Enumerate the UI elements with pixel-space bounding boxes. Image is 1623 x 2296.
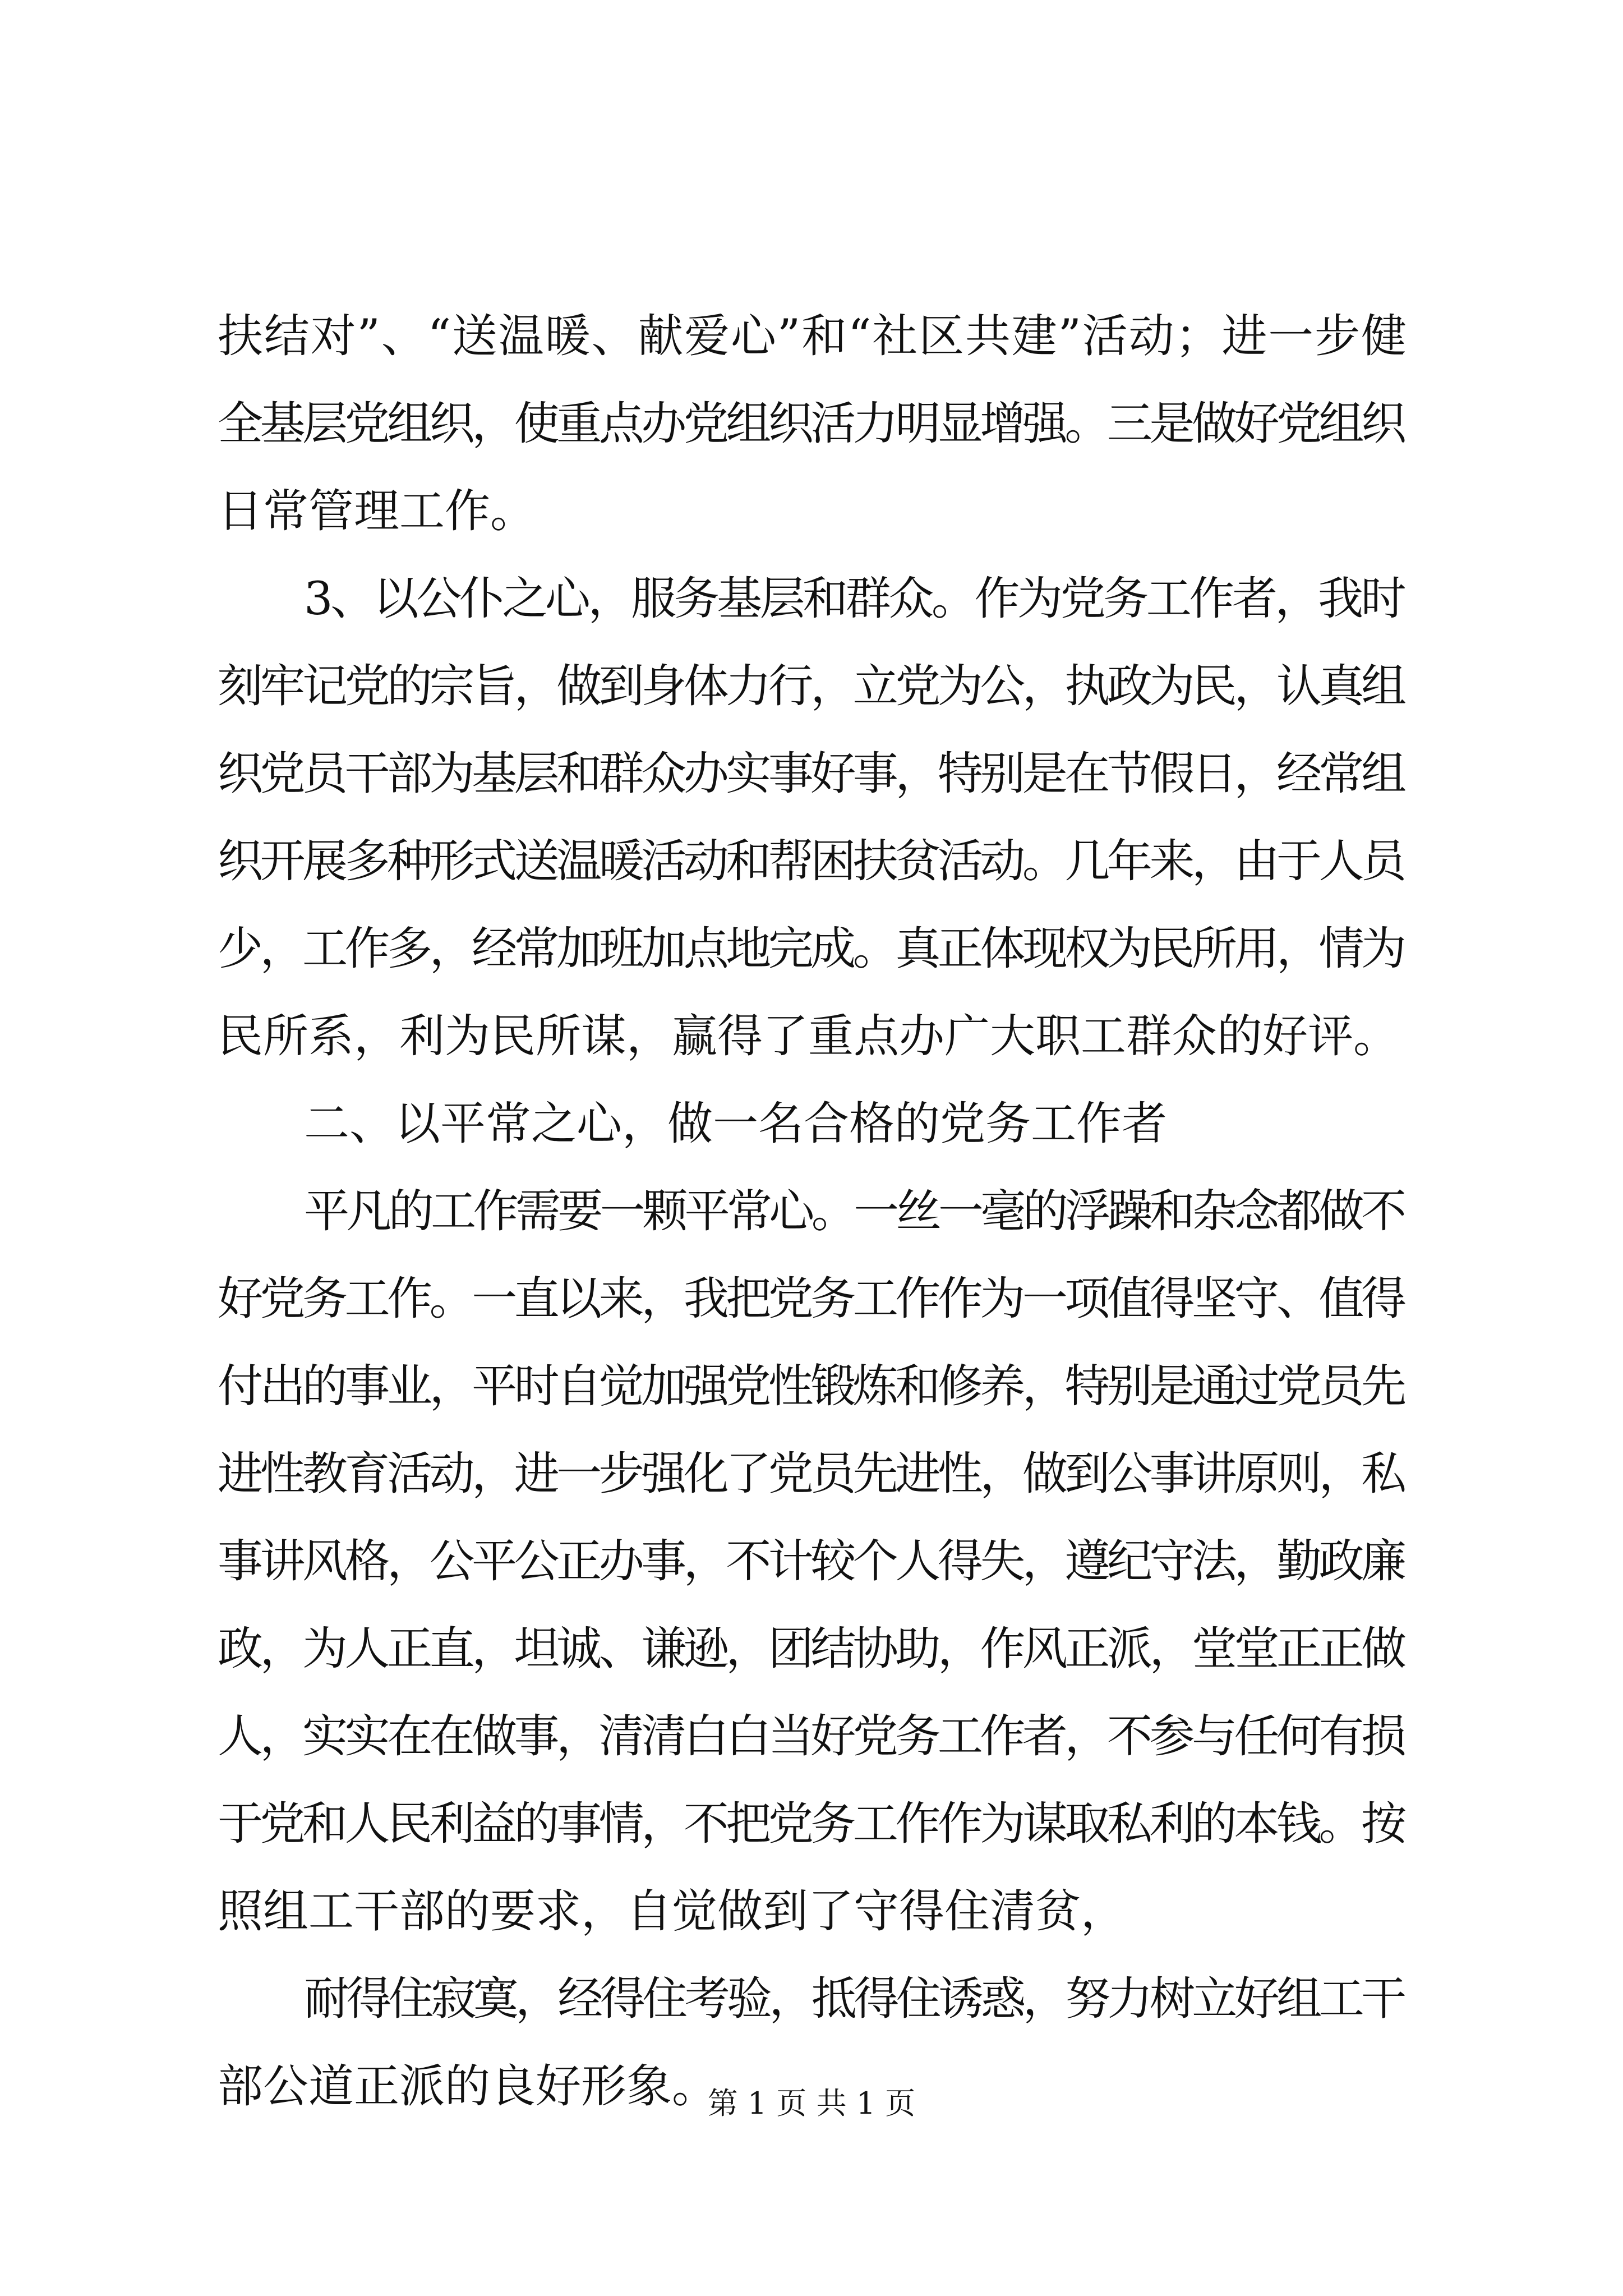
line-text: 民所系，利为民所谋，赢得了重点办广大职工群众的好评。 — [218, 1010, 1399, 1063]
line-text: 耐得住寂寞，经得住考验，抵得住诱惑，努力树立好组工干 — [304, 1973, 1404, 2026]
text-line — [0, 1347, 1623, 1426]
text-line — [0, 1697, 1623, 1776]
text-line — [0, 1610, 1623, 1688]
line-text: 织党员干部为基层和群众办实事好事，特别是在节假日，经常组 — [218, 748, 1404, 800]
paragraph-start-line — [0, 560, 1623, 638]
text-line — [0, 1522, 1623, 1601]
line-text: 织开展多种形式送温暖活动和帮困扶贫活动。几年来，由于人员 — [218, 835, 1404, 888]
text-line — [0, 1435, 1623, 1513]
line-text: 二、以平常之心，做一名合格的党务工作者 — [304, 1098, 1168, 1151]
line-text: 好党务工作。一直以来，我把党务工作作为一项值得坚守、值得 — [218, 1273, 1404, 1326]
line-text: 政，为人正直，坦诚、谦逊，团结协助，作风正派，堂堂正正做 — [218, 1623, 1404, 1676]
text-line — [0, 297, 1623, 376]
line-text: 进性教育活动，进一步强化了党员先进性，做到公事讲原则，私 — [218, 1448, 1404, 1501]
line-text: 部公道正派的良好形象。 — [218, 2060, 718, 2113]
line-text: 日常管理工作。 — [218, 485, 536, 538]
text-line — [0, 472, 1623, 551]
text-line — [0, 735, 1623, 813]
line-text: 少，工作多，经常加班加点地完成。真正体现权为民所用，情为 — [218, 923, 1404, 976]
line-text: 照组工干部的要求，自觉做到了守得住清贫， — [218, 1885, 1127, 1938]
line-text: 刻牢记党的宗旨，做到身体力行，立党为公，执政为民，认真组 — [218, 660, 1404, 713]
line-text: 扶结对”、“送温暖、献爱心”和“社区共建”活动；进一步健 — [218, 310, 1408, 363]
line-text: 全基层党组织，使重点办党组织活力明显增强。三是做好党组织 — [218, 398, 1404, 450]
text-line — [0, 1872, 1623, 1951]
line-text: 于党和人民利益的事情，不把党务工作作为谋取私利的本钱。按 — [218, 1798, 1404, 1851]
text-line — [0, 647, 1623, 726]
text-line — [0, 385, 1623, 463]
line-text: 事讲风格，公平公正办事，不计较个人得失，遵纪守法，勤政廉 — [218, 1535, 1404, 1588]
line-text: 人，实实在在做事，清清白白当好党务工作者，不参与任何有损 — [218, 1710, 1404, 1763]
paragraph-start-line — [0, 1172, 1623, 1251]
text-line — [0, 822, 1623, 901]
text-line — [0, 997, 1623, 1076]
page-number-footer: 第 1 页 共 1 页 — [707, 2086, 916, 2121]
text-line — [0, 1260, 1623, 1338]
line-text: 平凡的工作需要一颗平常心。一丝一毫的浮躁和杂念都做不 — [304, 1185, 1404, 1238]
paragraph-start-line — [0, 1960, 1623, 2039]
text-line — [0, 1785, 1623, 1864]
text-line — [0, 910, 1623, 988]
section-heading — [0, 1085, 1623, 1163]
line-text: 3、以公仆之心，服务基层和群众。作为党务工作者，我时 — [304, 573, 1404, 625]
line-text: 付出的事业，平时自觉加强党性锻炼和修养，特别是通过党员先 — [218, 1360, 1404, 1413]
